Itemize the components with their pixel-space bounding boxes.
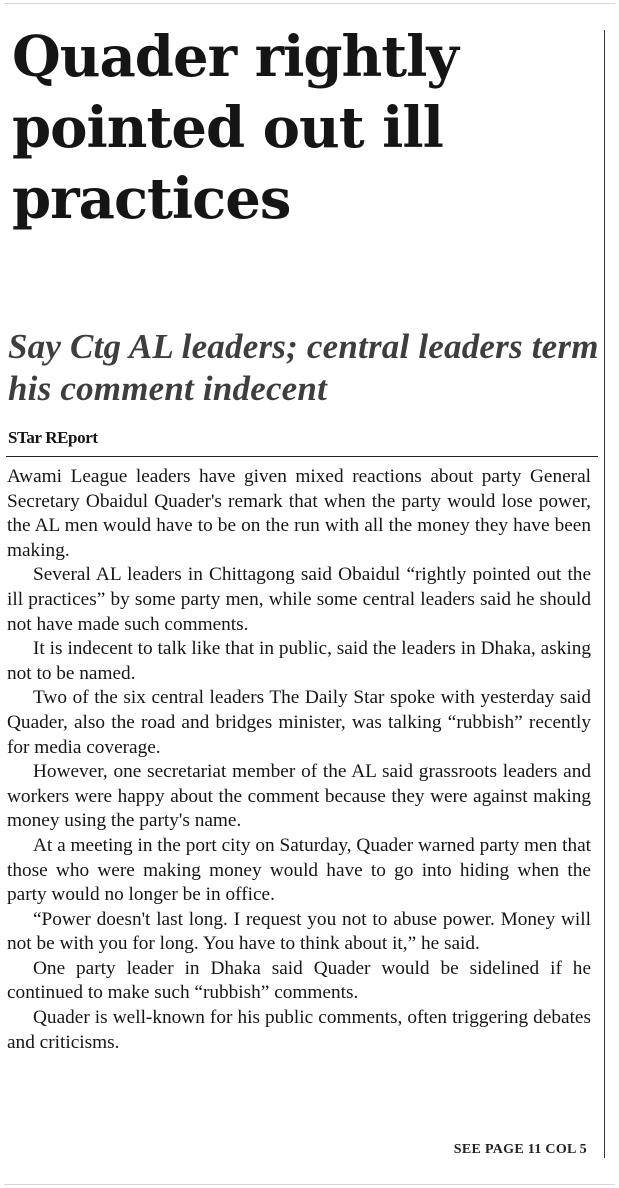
article-paragraph: At a meeting in the port city on Saturday, Quader warned party men that those who were making money would have to go into hiding when the party would no longer be in office. — [7, 834, 591, 906]
byline: STar REport — [8, 428, 98, 447]
article-paragraph: However, one secretariat member of the AL said grassroots leaders and workers were happy about the comment because they were against making money using the party's name. — [7, 761, 591, 832]
subheadline: Say Ctg AL leaders; central leaders term his comment indecent — [8, 327, 599, 408]
article-body — [7, 465, 591, 1055]
continuation-line: SEE PAGE 11 COL 5 — [453, 1142, 587, 1157]
article-paragraph: Two of the six central leaders The Daily Star spoke with yesterday said Quader, also the road and bridges minister, was talking “rubbish” recently for media coverage. — [7, 687, 591, 758]
article-paragraph: Quader is well-known for his public comments, often triggering debates and criticisms. — [7, 1007, 591, 1053]
byline-divider — [6, 456, 598, 457]
clipping-bottom-edge — [4, 1184, 615, 1185]
article-paragraph: One party leader in Dhaka said Quader would be sidelined if he continued to make such “rubbish” comments. — [7, 957, 591, 1004]
article-paragraph: “Power doesn't last long. I request you not to abuse power. Money will not be with you for long. You have to think about it,” he said. — [7, 908, 591, 955]
article-paragraph: Several AL leaders in Chittagong said Obaidul “rightly pointed out the ill practices” by some party men, while some central leaders said he should not have made such comments. — [7, 564, 591, 635]
column-rule — [604, 30, 605, 1158]
clipping-top-edge — [4, 3, 615, 4]
headline: Quader rightly pointed out ill practices — [12, 24, 458, 232]
article-paragraph: It is indecent to talk like that in public, said the leaders in Dhaka, asking not to be named. — [7, 638, 591, 684]
article-paragraph: Awami League leaders have given mixed reactions about party General Secretary Obaidul Quader's remark that when the party would lose power, the AL men would have to be on the run with all the money they have been making. — [7, 466, 591, 561]
